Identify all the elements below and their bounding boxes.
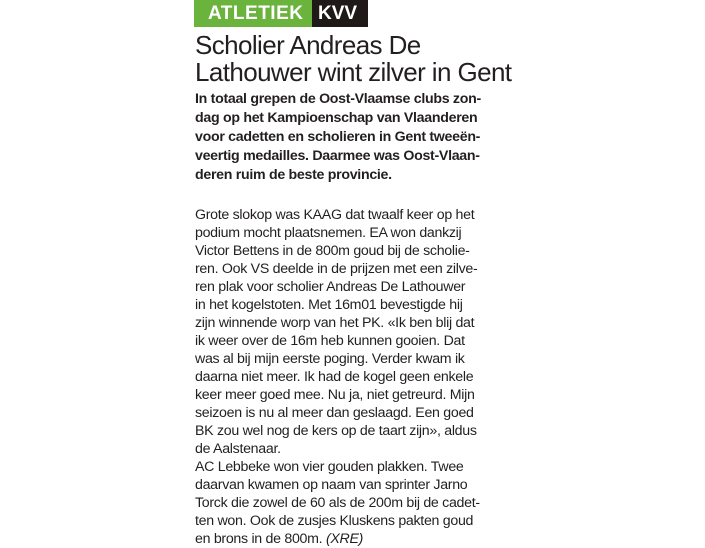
body-line: ren. Ook VS deelde in de prijzen met een zilve- — [195, 261, 478, 277]
body-line: Victor Bettens in de 800m goud bij de scholie- — [195, 243, 470, 259]
body-line: keer meer goed mee. Nu ja, niet getreurd. Mijn — [195, 387, 475, 403]
article-lead — [195, 90, 525, 185]
body-line: daarvan kwamen op naam van sprinter Jarno — [195, 477, 468, 493]
body-line: zijn winnende worp van het PK. «Ik ben blij dat — [195, 315, 475, 331]
kicker-label: ATLETIEK — [194, 0, 312, 27]
body-line: de Aalstenaar. — [195, 441, 281, 457]
headline-line: Scholier Andreas De — [195, 30, 421, 60]
author-byline: (XRE) — [325, 531, 364, 547]
body-line: AC Lebbeke won vier gouden plakken. Twee — [195, 459, 464, 475]
lead-line: dag op het Kampioenschap van Vlaanderen — [195, 110, 478, 126]
body-line: in het kogelstoten. Met 16m01 bevestigde hij — [195, 297, 463, 313]
body-line: ten won. Ook de zusjes Kluskens pakten goud — [195, 513, 474, 529]
lead-line: voor cadetten en scholieren in Gent tweeën- — [195, 129, 481, 145]
section-kicker — [194, 0, 368, 27]
lead-line: deren ruim de beste provincie. — [195, 167, 392, 183]
kicker-sublabel: KVV — [312, 0, 368, 27]
body-line: Torck die zowel de 60 als de 200m bij de cadet- — [195, 495, 480, 511]
body-line: podium mocht plaatsnemen. EA won dankzij — [195, 225, 462, 241]
body-line: ik weer over de 16m heb kunnen gooien. Dat — [195, 333, 465, 349]
body-line-text: en brons in de 800m. — [195, 531, 323, 547]
article-body — [195, 206, 517, 548]
body-line-last — [195, 530, 517, 548]
news-article — [192, 0, 532, 548]
body-line: daarna niet meer. Ik had de kogel geen enkele — [195, 369, 474, 385]
body-line: ren plak voor scholier Andreas De Lathouwer — [195, 279, 466, 295]
headline-line: Lathouwer wint zilver in Gent — [195, 57, 512, 87]
article-headline — [195, 32, 532, 86]
body-line: seizoen is nu al meer dan geslaagd. Een goed — [195, 405, 474, 421]
body-line: Grote slokop was KAAG dat twaalf keer op het — [195, 207, 475, 223]
body-line: was al bij mijn eerste poging. Verder kwam ik — [195, 351, 465, 367]
lead-line: veertig medailles. Daarmee was Oost-Vlaan- — [195, 148, 480, 164]
lead-line: In totaal grepen de Oost-Vlaamse clubs zon- — [195, 91, 481, 107]
body-line: BK zou wel nog de kers op de taart zijn», aldus — [195, 423, 477, 439]
